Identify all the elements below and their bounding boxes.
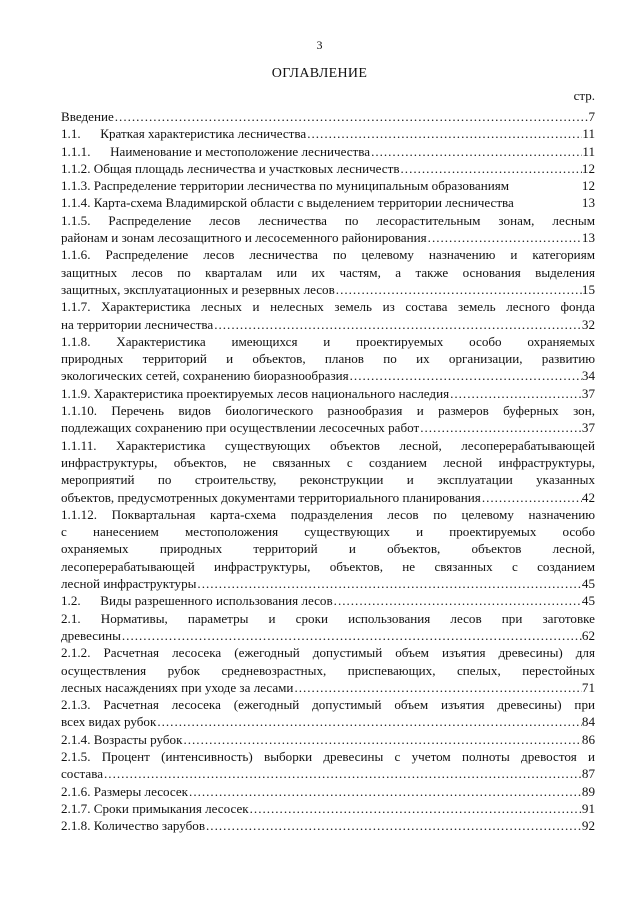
dot-leader bbox=[196, 575, 581, 592]
dot-leader bbox=[335, 281, 582, 298]
toc-entry[interactable] bbox=[61, 160, 595, 177]
toc-entry-line: 1.1.10. Перечень видов биологического разнообразия и размеров буферных зон, bbox=[61, 403, 595, 419]
toc-page-number: 45 bbox=[581, 593, 595, 609]
toc-entry-title: экологических сетей, сохранению биоразнообразия bbox=[61, 368, 349, 384]
toc-entry-last-line bbox=[61, 765, 595, 782]
toc-entry-title: районам и зонам лесозащитного и лесосеменного районирования bbox=[61, 230, 427, 246]
toc-entry-title: 2.1.7. Сроки примыкания лесосек bbox=[61, 800, 249, 816]
toc-entry-title: подлежащих сохранению при осуществлении лесосечных работ bbox=[61, 420, 420, 436]
toc-entry[interactable] bbox=[61, 783, 595, 800]
toc-entry[interactable] bbox=[61, 298, 595, 333]
toc-entry-last-line bbox=[61, 817, 595, 834]
dot-leader bbox=[188, 783, 582, 800]
toc-entry-line: природных территорий и объектов, планов по их организации, развитию bbox=[61, 351, 595, 367]
toc-entry-line: 1.1.6. Распределение лесов лесничества по целевому назначению и категориям bbox=[61, 247, 595, 263]
toc-page-number: 62 bbox=[581, 627, 595, 643]
toc-entry[interactable] bbox=[61, 143, 595, 160]
toc-page-number: 37 bbox=[581, 420, 595, 436]
toc-page-number: 12 bbox=[581, 160, 595, 176]
page-number: 3 bbox=[316, 38, 323, 52]
toc-entry[interactable] bbox=[61, 696, 595, 731]
toc-entry-last-line bbox=[61, 783, 595, 800]
toc-entry-last-line bbox=[61, 731, 595, 748]
dot-leader bbox=[121, 627, 582, 644]
toc-entry-title: 2.1.6. Размеры лесосек bbox=[61, 783, 189, 799]
toc-entry-title: 1.1.3. Распределение территории лесничества по муниципальным образованиям bbox=[61, 178, 510, 194]
toc-entry-title: объектов, предусмотренных документами территориального планирования bbox=[61, 489, 481, 505]
toc-entry[interactable] bbox=[61, 644, 595, 696]
toc-page-number: 11 bbox=[582, 126, 595, 142]
toc-page-number: 37 bbox=[581, 385, 595, 401]
toc-entry-line: 2.1.5. Процент (интенсивность) выборки древесины с учетом полноты древостоя и bbox=[61, 748, 595, 764]
toc-entry-title: защитных, эксплуатационных и резервных лесов bbox=[61, 281, 335, 297]
toc-entry[interactable] bbox=[61, 333, 595, 385]
toc-entry[interactable] bbox=[61, 246, 595, 298]
toc-entry-line: защитных лесов по кварталам или их частям, а также основания выделения bbox=[61, 264, 595, 280]
toc-entry[interactable] bbox=[61, 177, 595, 194]
toc-entry-title: 1.1.4. Карта-схема Владимирской области с выделением территории лесничества bbox=[61, 195, 514, 211]
toc-entry-title: Введение bbox=[61, 109, 114, 124]
dot-leader bbox=[249, 800, 582, 817]
dot-leader bbox=[481, 489, 582, 506]
toc-page-number: 15 bbox=[581, 281, 595, 297]
toc-entry-title: 2.1.4. Возрасты рубок bbox=[61, 731, 183, 747]
toc-entry[interactable] bbox=[61, 817, 595, 834]
toc-entry-line: осуществления рубок средневозрастных, приспевающих, спелых, перестойных bbox=[61, 662, 595, 678]
toc-entry-line: инфраструктуры, объектов, не связанных с созданием лесной инфраструктуры, bbox=[61, 454, 595, 470]
toc-entry-title: 1.1.9. Характеристика проектируемых лесов национального наследия bbox=[61, 385, 450, 401]
dot-leader bbox=[156, 713, 582, 730]
toc-entry-last-line bbox=[61, 575, 595, 592]
toc-page-number: 92 bbox=[581, 818, 595, 834]
toc-entry-last-line bbox=[61, 592, 595, 609]
dot-leader bbox=[182, 731, 581, 748]
toc-entry[interactable] bbox=[61, 437, 595, 506]
toc-entry-title: 1.1. Краткая характеристика лесничества bbox=[61, 126, 307, 142]
toc-entry[interactable] bbox=[61, 731, 595, 748]
toc-page-number: 91 bbox=[581, 800, 595, 816]
toc-entry-last-line bbox=[61, 627, 595, 644]
toc-entry-last-line bbox=[61, 281, 595, 298]
toc-entry-line: 1.1.11. Характеристика существующих объектов лесной, лесоперерабатывающей bbox=[61, 437, 595, 453]
toc-page-number: 42 bbox=[581, 489, 595, 505]
toc-entry-last-line bbox=[61, 160, 595, 177]
toc-entry-last-line bbox=[61, 679, 595, 696]
toc-page-number: 45 bbox=[581, 576, 595, 592]
dot-leader bbox=[103, 765, 582, 782]
toc-entry-line: 2.1. Нормативы, параметры и сроки использования лесов при заготовке bbox=[61, 610, 595, 626]
toc-entry-line: 1.1.5. Распределение лесов лесничества по лесорастительным зонам, лесным bbox=[61, 212, 595, 228]
toc-entry-last-line bbox=[61, 489, 595, 506]
toc-entry[interactable] bbox=[61, 800, 595, 817]
toc-entry-line: мероприятий по строительству, реконструкции и эксплуатации указанных bbox=[61, 472, 595, 488]
toc-page-number: 13 bbox=[581, 230, 595, 246]
dot-leader bbox=[370, 143, 582, 160]
toc-entry[interactable] bbox=[61, 592, 595, 609]
toc-entry-title: 1.1.2. Общая площадь лесничества и участковых лесничеств bbox=[61, 160, 400, 176]
toc-entry-last-line bbox=[61, 367, 595, 384]
toc-page-number: 13 bbox=[581, 195, 595, 211]
toc-entry-title: лесной инфраструктуры bbox=[61, 576, 197, 592]
toc-entry-line: с нанесением местоположения существующих и проектируемых особо bbox=[61, 524, 595, 540]
toc-entry-title: лесных насаждениях при уходе за лесами bbox=[61, 679, 294, 695]
table-of-contents bbox=[61, 108, 595, 834]
toc-entry[interactable] bbox=[61, 194, 595, 211]
toc-entry-line: 2.1.3. Расчетная лесосека (ежегодный допустимый объем изъятия древесины) при bbox=[61, 697, 595, 713]
page-title: ОГЛАВЛЕНИЕ bbox=[271, 66, 368, 81]
toc-entry-title: всех видах рубок bbox=[61, 714, 157, 730]
dot-leader bbox=[213, 316, 582, 333]
toc-entry-last-line bbox=[61, 177, 595, 194]
toc-entry-title: состава bbox=[61, 766, 104, 782]
toc-entry[interactable] bbox=[61, 212, 595, 247]
toc-entry-last-line bbox=[61, 229, 595, 246]
toc-entry-title: 1.2. Виды разрешенного использования лесов bbox=[61, 593, 333, 609]
toc-entry-line: 2.1.2. Расчетная лесосека (ежегодный допустимый объем изъятия древесины) для bbox=[61, 645, 595, 661]
toc-entry-last-line bbox=[61, 143, 595, 160]
toc-entry-last-line bbox=[61, 194, 595, 211]
toc-entry-title: 1.1.1. Наименование и местоположение лесничества bbox=[61, 143, 371, 159]
toc-entry[interactable] bbox=[61, 125, 595, 142]
toc-page-number: 71 bbox=[581, 679, 595, 695]
dot-leader bbox=[333, 592, 582, 609]
toc-entry-last-line bbox=[61, 125, 595, 142]
toc-entry-last-line bbox=[61, 316, 595, 333]
toc-entry-line: 1.1.7. Характеристика лесных и нелесных земель из состава земель лесного фонда bbox=[61, 299, 595, 315]
toc-entry-line: охраняемых природных территорий и объектов, объектов лесной, bbox=[61, 541, 595, 557]
toc-entry-line: лесоперерабатывающей инфраструктуры, объектов, не связанных с созданием bbox=[61, 558, 595, 574]
toc-page-number: 87 bbox=[581, 766, 595, 782]
toc-entry-last-line bbox=[61, 385, 595, 402]
dot-leader bbox=[306, 125, 582, 142]
dot-leader bbox=[293, 679, 581, 696]
toc-entry[interactable] bbox=[61, 108, 595, 125]
toc-entry-last-line bbox=[61, 800, 595, 817]
toc-entry[interactable] bbox=[61, 402, 595, 437]
toc-entry-title: на территории лесничества bbox=[61, 316, 214, 332]
toc-entry-line: 1.1.12. Поквартальная карта-схема подразделения лесов по целевому назначению bbox=[61, 506, 595, 522]
toc-page-number: 34 bbox=[581, 368, 595, 384]
toc-page-number: 84 bbox=[581, 714, 595, 730]
toc-entry-last-line bbox=[61, 108, 595, 125]
dot-leader bbox=[349, 367, 582, 384]
toc-entry-line: 1.1.8. Характеристика имеющихся и проектируемых особо охраняемых bbox=[61, 333, 595, 349]
toc-entry[interactable] bbox=[61, 610, 595, 645]
toc-page-number: 89 bbox=[581, 783, 595, 799]
toc-page-number: 32 bbox=[581, 316, 595, 332]
toc-entry[interactable] bbox=[61, 748, 595, 783]
dot-leader bbox=[427, 229, 582, 246]
dot-leader bbox=[449, 385, 582, 402]
toc-entry-last-line bbox=[61, 713, 595, 730]
toc-page-number: 11 bbox=[582, 143, 595, 159]
page-column-label: стр. bbox=[573, 88, 595, 103]
dot-leader bbox=[400, 160, 582, 177]
toc-entry[interactable] bbox=[61, 506, 595, 592]
toc-entry-last-line bbox=[61, 419, 595, 436]
dot-leader bbox=[114, 108, 589, 125]
toc-entry-title: 2.1.8. Количество зарубов bbox=[61, 818, 206, 834]
toc-page-number: 7 bbox=[588, 109, 595, 124]
toc-entry-title: древесины bbox=[61, 627, 121, 643]
toc-entry[interactable] bbox=[61, 385, 595, 402]
dot-leader bbox=[205, 817, 582, 834]
toc-page-number: 86 bbox=[581, 731, 595, 747]
dot-leader bbox=[419, 419, 582, 436]
toc-page-number: 12 bbox=[581, 178, 595, 194]
